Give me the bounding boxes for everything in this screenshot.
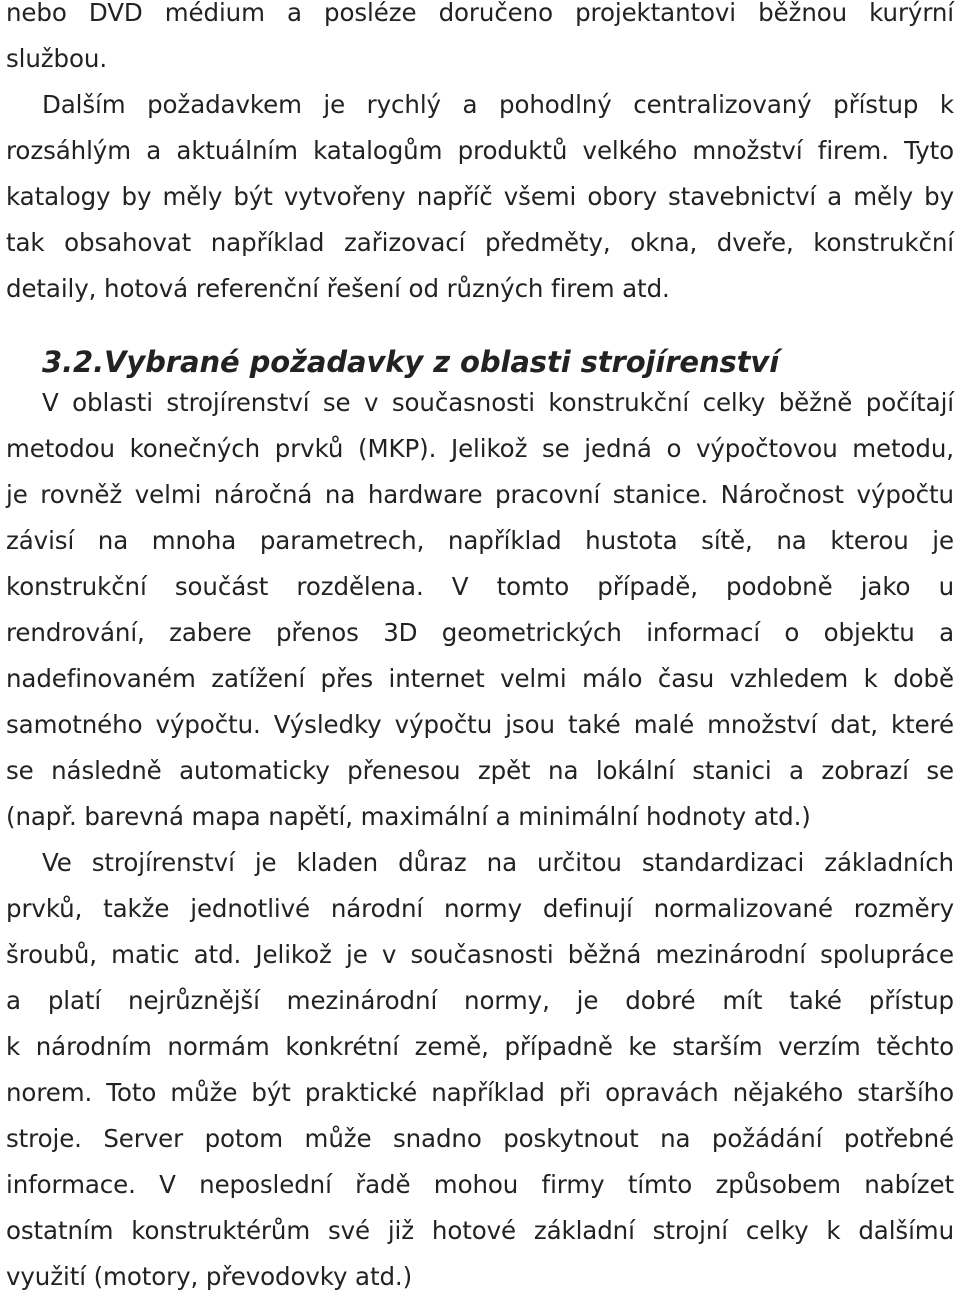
body-line-9: se následně automaticky přenesou zpět na lokální stanici a zobrazí se <box>6 756 954 785</box>
body-line-10: (např. barevná mapa napětí, maximální a minimální hodnoty atd.) <box>6 802 811 831</box>
body-line-15: k národním normám konkrétní země, případně ke starším verzím těchto <box>6 1032 954 1061</box>
body-line-3: je rovněž velmi náročná na hardware pracovní stanice. Náročnost výpočtu <box>6 480 954 509</box>
section-heading <box>42 339 954 385</box>
body-line-7: nadefinovaném zatížení přes internet velmi málo času vzhledem k době <box>6 664 954 693</box>
section-number: 3.2. <box>42 345 104 379</box>
intro-line-3: Dalším požadavkem je rychlý a pohodlný centralizovaný přístup k <box>42 90 954 119</box>
body-line-5: konstrukční součást rozdělena. V tomto případě, podobně jako u <box>6 572 954 601</box>
section-title: Vybrané požadavky z oblasti strojírenství <box>104 345 780 379</box>
body-line-19: ostatním konstruktérům své již hotové základní strojní celky k dalšímu <box>6 1216 954 1245</box>
body-line-4: závisí na mnoha parametrech, například hustota sítě, na kterou je <box>6 526 954 555</box>
body-line-8: samotného výpočtu. Výsledky výpočtu jsou také malé množství dat, které <box>6 710 954 739</box>
intro-line-1: nebo DVD médium a posléze doručeno projektantovi běžnou kurýrní <box>6 0 954 27</box>
body-line-18: informace. V neposlední řadě mohou firmy tímto způsobem nabízet <box>6 1170 954 1199</box>
body-line-11: Ve strojírenství je kladen důraz na určitou standardizaci základních <box>42 848 954 877</box>
body-line-20: využití (motory, převodovky atd.) <box>6 1262 413 1291</box>
intro-line-6: tak obsahovat například zařizovací předměty, okna, dveře, konstrukční <box>6 228 954 257</box>
body-line-17: stroje. Server potom může snadno poskytnout na požádání potřebné <box>6 1124 954 1153</box>
intro-line-5: katalogy by měly být vytvořeny napříč všemi obory stavebnictví a měly by <box>6 182 954 211</box>
body-line-12: prvků, takže jednotlivé národní normy definují normalizované rozměry <box>6 894 954 923</box>
body-line-6: rendrování, zabere přenos 3D geometrických informací o objektu a <box>6 618 954 647</box>
body-line-2: metodou konečných prvků (MKP). Jelikož se jedná o výpočtovou metodu, <box>6 434 954 463</box>
body-line-14: a platí nejrůznější mezinárodní normy, je dobré mít také přístup <box>6 986 954 1015</box>
body-line-13: šroubů, matic atd. Jelikož je v současnosti běžná mezinárodní spolupráce <box>6 940 954 969</box>
body-line-1: V oblasti strojírenství se v současnosti konstrukční celky běžně počítají <box>42 388 954 417</box>
intro-line-2: službou. <box>6 44 108 73</box>
intro-line-4: rozsáhlým a aktuálním katalogům produktů velkého množství firem. Tyto <box>6 136 954 165</box>
intro-line-7: detaily, hotová referenční řešení od různých firem atd. <box>6 274 670 303</box>
body-line-16: norem. Toto může být praktické například při opravách nějakého staršího <box>6 1078 954 1107</box>
